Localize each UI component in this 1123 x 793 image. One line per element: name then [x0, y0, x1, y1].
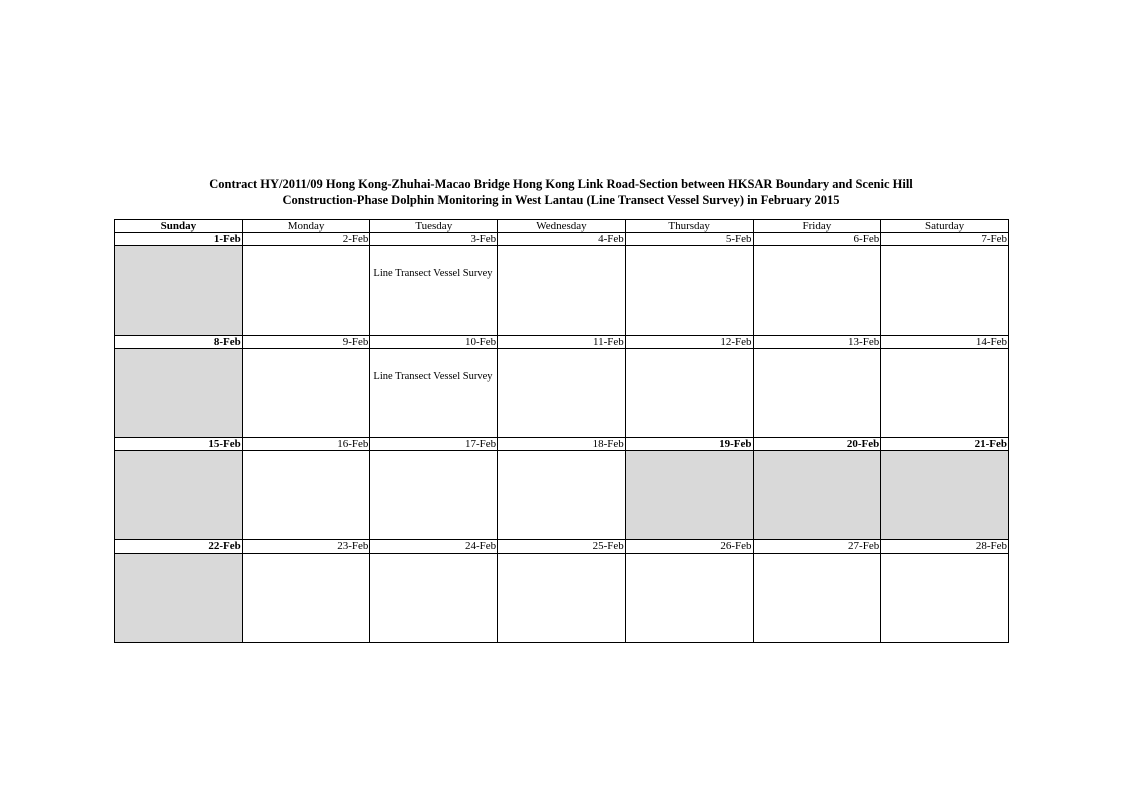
- day-cell: [625, 246, 753, 335]
- date-cell: 28-Feb: [881, 540, 1009, 553]
- day-cell: [498, 553, 626, 643]
- weekday-header-wednesday: Wednesday: [498, 220, 626, 233]
- date-cell: 20-Feb: [753, 437, 881, 450]
- day-cell: [115, 451, 243, 540]
- date-cell: 24-Feb: [370, 540, 498, 553]
- date-cell: 4-Feb: [498, 233, 626, 246]
- day-cell: [498, 451, 626, 540]
- date-cell: 8-Feb: [115, 335, 243, 348]
- day-cell: [625, 553, 753, 643]
- weekday-header-saturday: Saturday: [881, 220, 1009, 233]
- day-cell: [881, 246, 1009, 335]
- weekday-header-thursday: Thursday: [625, 220, 753, 233]
- survey-event: Line Transect Vessel Survey: [373, 370, 493, 382]
- date-cell: 5-Feb: [625, 233, 753, 246]
- date-row: [115, 540, 1009, 553]
- day-cell: [242, 246, 370, 335]
- title-line-1: Contract HY/2011/09 Hong Kong-Zhuhai-Macao Bridge Hong Kong Link Road-Section between HKSAR Boundary and Scenic Hill: [209, 177, 913, 191]
- day-cell: [242, 451, 370, 540]
- date-cell: 17-Feb: [370, 437, 498, 450]
- day-cell: [115, 553, 243, 643]
- date-cell: 26-Feb: [625, 540, 753, 553]
- date-row: [115, 335, 1009, 348]
- day-cell: [370, 451, 498, 540]
- day-cell: [498, 246, 626, 335]
- date-cell: 13-Feb: [753, 335, 881, 348]
- date-cell: 9-Feb: [242, 335, 370, 348]
- survey-event: Line Transect Vessel Survey: [373, 268, 493, 280]
- date-cell: 1-Feb: [115, 233, 243, 246]
- weekday-header-row: [115, 220, 1009, 233]
- weekday-header-monday: Monday: [242, 220, 370, 233]
- event-row: [115, 348, 1009, 437]
- date-cell: 11-Feb: [498, 335, 626, 348]
- date-row: [115, 437, 1009, 450]
- weekday-header-tuesday: Tuesday: [370, 220, 498, 233]
- date-cell: 22-Feb: [115, 540, 243, 553]
- date-row: [115, 233, 1009, 246]
- event-row: [115, 246, 1009, 335]
- date-cell: 7-Feb: [881, 233, 1009, 246]
- date-cell: 19-Feb: [625, 437, 753, 450]
- event-row: [115, 553, 1009, 643]
- date-cell: 21-Feb: [881, 437, 1009, 450]
- day-cell: [370, 246, 498, 335]
- title-line-2: Construction-Phase Dolphin Monitoring in West Lantau (Line Transect Vessel Survey) in February 2015: [282, 193, 840, 207]
- day-cell: [881, 553, 1009, 643]
- date-cell: 3-Feb: [370, 233, 498, 246]
- day-cell: [881, 451, 1009, 540]
- date-cell: 14-Feb: [881, 335, 1009, 348]
- date-cell: 27-Feb: [753, 540, 881, 553]
- date-cell: 6-Feb: [753, 233, 881, 246]
- date-cell: 2-Feb: [242, 233, 370, 246]
- day-cell: [625, 348, 753, 437]
- day-cell: [115, 348, 243, 437]
- day-cell: [242, 553, 370, 643]
- date-cell: 23-Feb: [242, 540, 370, 553]
- event-row: [115, 451, 1009, 540]
- weekday-header-friday: Friday: [753, 220, 881, 233]
- day-cell: [115, 246, 243, 335]
- date-cell: 16-Feb: [242, 437, 370, 450]
- day-cell: [753, 246, 881, 335]
- date-cell: 10-Feb: [370, 335, 498, 348]
- day-cell: [753, 553, 881, 643]
- date-cell: 15-Feb: [115, 437, 243, 450]
- weekday-header-sunday: Sunday: [115, 220, 243, 233]
- date-cell: 18-Feb: [498, 437, 626, 450]
- day-cell: [625, 451, 753, 540]
- day-cell: [881, 348, 1009, 437]
- day-cell: [370, 348, 498, 437]
- day-cell: [370, 553, 498, 643]
- date-cell: 25-Feb: [498, 540, 626, 553]
- day-cell: [242, 348, 370, 437]
- calendar-table: [114, 219, 1009, 643]
- day-cell: [498, 348, 626, 437]
- day-cell: [753, 348, 881, 437]
- date-cell: 12-Feb: [625, 335, 753, 348]
- day-cell: [753, 451, 881, 540]
